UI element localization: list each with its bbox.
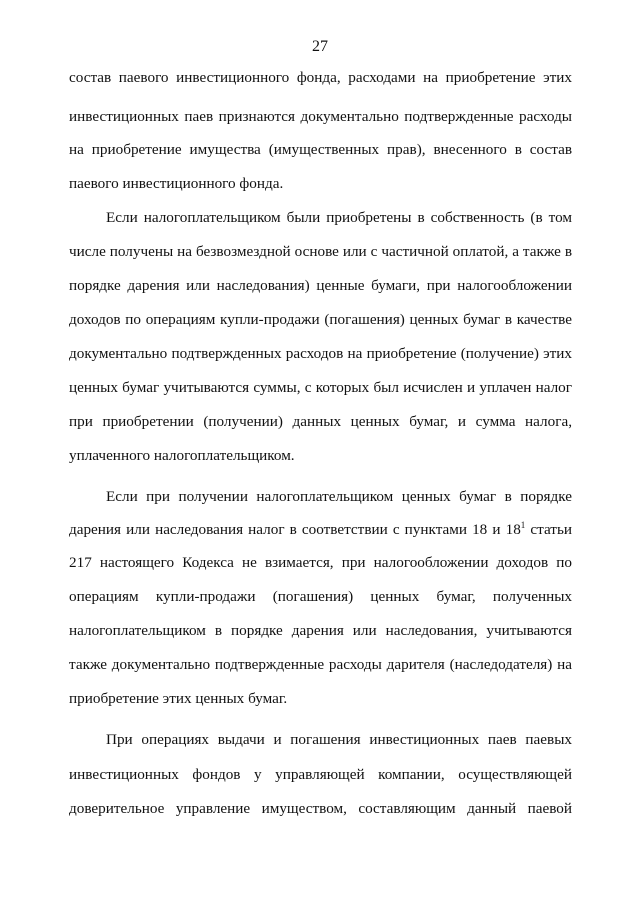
text-line: при приобретении (получении) данных ценных бумаг, и сумма налога, xyxy=(69,413,572,430)
text-line: уплаченного налогоплательщиком. xyxy=(69,447,295,464)
footnote-superscript: 1 xyxy=(520,520,526,530)
text-line: Если налогоплательщиком были приобретены в собственность (в том xyxy=(106,209,572,226)
text-line: документально подтвержденных расходов на приобретение (получение) этих xyxy=(69,345,572,362)
text-line: доверительное управление имуществом, составляющим данный паевой xyxy=(69,800,572,817)
text-line xyxy=(69,520,572,540)
text-line: 217 настоящего Кодекса не взимается, при налогообложении доходов по xyxy=(69,554,572,571)
text-line: также документально подтвержденные расходы дарителя (наследодателя) на xyxy=(69,656,572,673)
text-line: паевого инвестиционного фонда. xyxy=(69,175,284,192)
text-line: доходов по операциям купли-продажи (погашения) ценных бумаг в качестве xyxy=(69,311,572,328)
text-line-part: статьи xyxy=(530,521,572,538)
text-line: состав паевого инвестиционного фонда, расходами на приобретение этих xyxy=(69,69,572,86)
text-line: операциям купли-продажи (погашения) ценных бумаг, полученных xyxy=(69,588,572,605)
text-line-part: дарения или наследования налог в соответствии с пунктами 18 и 18 xyxy=(69,521,521,538)
page-number: 27 xyxy=(312,38,328,55)
text-line: При операциях выдачи и погашения инвестиционных паев паевых xyxy=(106,731,572,748)
text-line: ценных бумаг учитываются суммы, с которых был исчислен и уплачен налог xyxy=(69,379,572,396)
text-line: числе получены на безвозмездной основе или с частичной оплатой, а также в xyxy=(69,243,572,260)
text-line: Если при получении налогоплательщиком ценных бумаг в порядке xyxy=(106,488,572,505)
text-line: инвестиционных фондов у управляющей компании, осуществляющей xyxy=(69,766,572,783)
text-line: на приобретение имущества (имущественных прав), внесенного в состав xyxy=(69,141,572,158)
text-line: приобретение этих ценных бумаг. xyxy=(69,690,288,707)
text-line: порядке дарения или наследования) ценные бумаги, при налогообложении xyxy=(69,277,572,294)
text-line: инвестиционных паев признаются документально подтвержденные расходы xyxy=(69,108,572,125)
text-line: налогоплательщиком в порядке дарения или наследования, учитываются xyxy=(69,622,572,639)
